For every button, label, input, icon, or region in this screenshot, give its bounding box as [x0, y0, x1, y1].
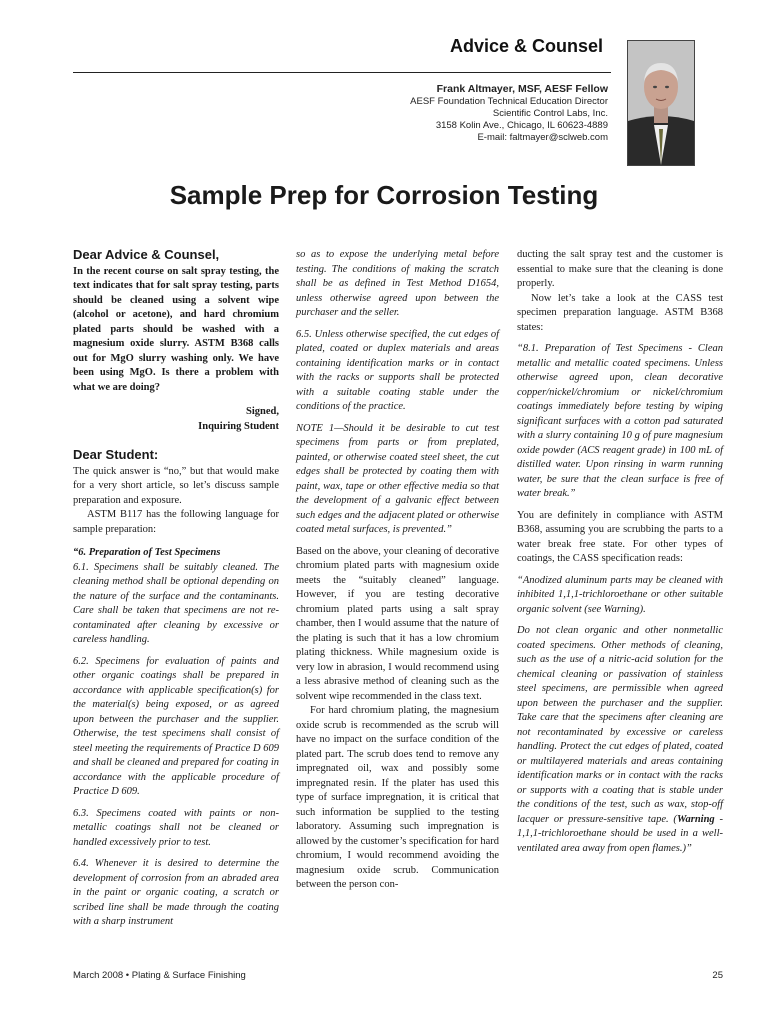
footer-issue: March 2008 • Plating & Surface Finishing — [73, 970, 246, 981]
letter-signature — [73, 405, 279, 434]
quote-heading: “6. Preparation of Test Specimens — [73, 547, 221, 558]
paragraph: The quick answer is “no,” but that would make for a very short article, so let’s discuss sample preparation and exposure. — [73, 465, 279, 506]
paragraph: ASTM B117 has the following language for sample preparation: — [73, 509, 279, 535]
signer-name: Inquiring Student — [198, 420, 279, 432]
quote-paragraph: so as to expose the underlying metal before testing. The conditions of making the scratch shall be as defined in Test Method D1654, unless otherwise agreed upon between the purchaser and the seller. — [296, 249, 499, 318]
quote-paragraph: “Anodized aluminum parts may be cleaned with inhibited 1,1,1-trichloroethane or other suitable organic solvent (see Warning). — [517, 574, 723, 615]
author-title: AESF Foundation Technical Education Director — [410, 96, 608, 107]
letter-salutation: Dear Advice & Counsel, — [73, 247, 220, 262]
author-block — [410, 82, 608, 144]
quote-note: NOTE 1—Should it be desirable to cut test specimens from parts or from preplated, painted, or otherwise coated steel sheet, the cut edges shall be protected by coating them with paint, wax, tape or other effective media so that the development of a galvanic effect between such edges and the adjacent plated or otherwise coated metal surfaces, is prevented.” — [296, 422, 499, 535]
signed-line: Signed, — [246, 406, 279, 417]
quote-paragraph: Do not clean organic and other nonmetallic coated specimens. Other methods of cleaning, such as the use of a nitric-acid solution for the chemical cleaning or passivation of stainless steel specimens, are permissible when agreed upon between the purchaser and the supplier. Take care that the specimens after cleaning are not recontaminated by excessive or careless handling. Protect the cut edges of plated, coated or multilayered materials and areas containing identification marks or in contact with the racks or supports with a coating that is stable under the conditions of the test, such as wax, stop-off lacquer or pressure-sensitive tape. (Warning - 1,1,1-trichloroethane should be used in a well-ventilated area away from open flames.)” — [517, 625, 724, 854]
reply-salutation: Dear Student: — [73, 447, 159, 462]
header-rule — [73, 72, 611, 73]
quote-paragraph: 6.1. Specimens shall be suitably cleaned. The cleaning method shall be optional depending on the nature of the surface and the contaminants. Care shall be taken that specimens are not re-contaminated after cleaning by excessive or careless handling. — [73, 561, 279, 645]
quote-paragraph: 6.5. Unless otherwise specified, the cut edges of plated, coated or duplex materials and areas containing identification marks or in contact with the racks or supports shall be protected with a suitable coating stable under the conditions of the practice. — [296, 328, 499, 412]
paragraph: Based on the above, your cleaning of decorative chromium plated parts with magnesium oxide meets the “suitably cleaned” language. However, if you are testing decorative chromium plated parts using a salt spray chamber, then I would assume that the nature of the plating is such that it has a low chromium plating thickness. While magnesium oxide is very low in abrasion, I would recommend using a less abrasive method of cleaning such as the solvent wipe recommended in the class text. — [296, 545, 499, 702]
section-title: Advice & Counsel — [450, 36, 604, 56]
paragraph: Now let’s take a look at the CASS test specimen preparation language. ASTM B368 states: — [517, 292, 723, 333]
column-3 — [517, 248, 723, 863]
quote-paragraph: 6.2. Specimens for evaluation of paints and other organic coatings shall be prepared in accordance with applicable specification(s) for the material(s) being exposed, or as agreed upon between the purchaser and the supplier. Otherwise, the test specimens shall consist of steel meeting the requirements of Practice D 609 and shall be cleaned and prepared for coating in accordance with the applicable procedure of Practice D 609. — [73, 655, 279, 797]
author-email: E-mail: faltmayer@sclweb.com — [477, 132, 608, 143]
quote-paragraph: 6.3. Specimens coated with paints or non-metallic coatings shall not be cleaned or handled excessively prior to test. — [73, 807, 279, 848]
paragraph: You are definitely in compliance with ASTM B368, assuming you are scrubbing the parts to a water break free state. For other types of coatings, the CASS specification reads: — [517, 509, 723, 564]
author-org: Scientific Control Labs, Inc. — [492, 108, 608, 119]
column-1 — [73, 248, 279, 937]
reader-letter: In the recent course on salt spray testing, the text indicates that for salt spray testing, parts should be cleaned using a solvent wipe (alcohol or acetone), and hard chromium plated parts should be washed with a magnesium oxide slurry. ASTM B368 calls out for MgO slurry washing only. We have been using MgO. Is there a problem with what we are doing? — [73, 265, 279, 393]
page-number: 25 — [712, 970, 723, 981]
author-address: 3158 Kolin Ave., Chicago, IL 60623-4889 — [435, 120, 608, 131]
author-photo — [627, 40, 695, 166]
paragraph: ducting the salt spray test and the customer is essential to make sure that the cleaning is done properly. — [517, 249, 723, 289]
column-2 — [296, 248, 499, 900]
paragraph: For hard chromium plating, the magnesium oxide scrub is recommended as the scrub will have no impact on the surface condition of the plated part. The scrub does tend to remove any impregnated oil, wax and possibly some impregnated resin. If the plater has used this type of surface impregnation, it is critical that such information be supplied to the testing laboratory. Assuming such impregnation is allowed by the customer’s specification for hard chromium, I would recommend avoiding the magnesium oxide scrub. Communication between the person con- — [296, 705, 499, 890]
quote-paragraph: 6.4. Whenever it is desired to determine the development of corrosion from an abraded area in the paint or organic coating, a scratch or scribed line shall be made through the coating with a sharp instrument — [73, 858, 279, 927]
quote-paragraph: “8.1. Preparation of Test Specimens - Clean metallic and metallic coated specimens. Unless otherwise agreed upon, clean decorative copper/nickel/chromium or nickel/chromium coatings immediately before testing by wiping significant surfaces with a cotton pad saturated with a slurry containing 10 g of pure magnesium oxide powder (ACS reagent grade) in 100 mL of distilled water. Upon rinsing in warm running water, be sure that the clean surface is free of water break.” — [517, 343, 723, 499]
author-portrait-icon — [628, 41, 694, 165]
article-headline: Sample Prep for Corrosion Testing — [169, 180, 599, 210]
author-name: Frank Altmayer, MSF, AESF Fellow — [436, 83, 608, 95]
